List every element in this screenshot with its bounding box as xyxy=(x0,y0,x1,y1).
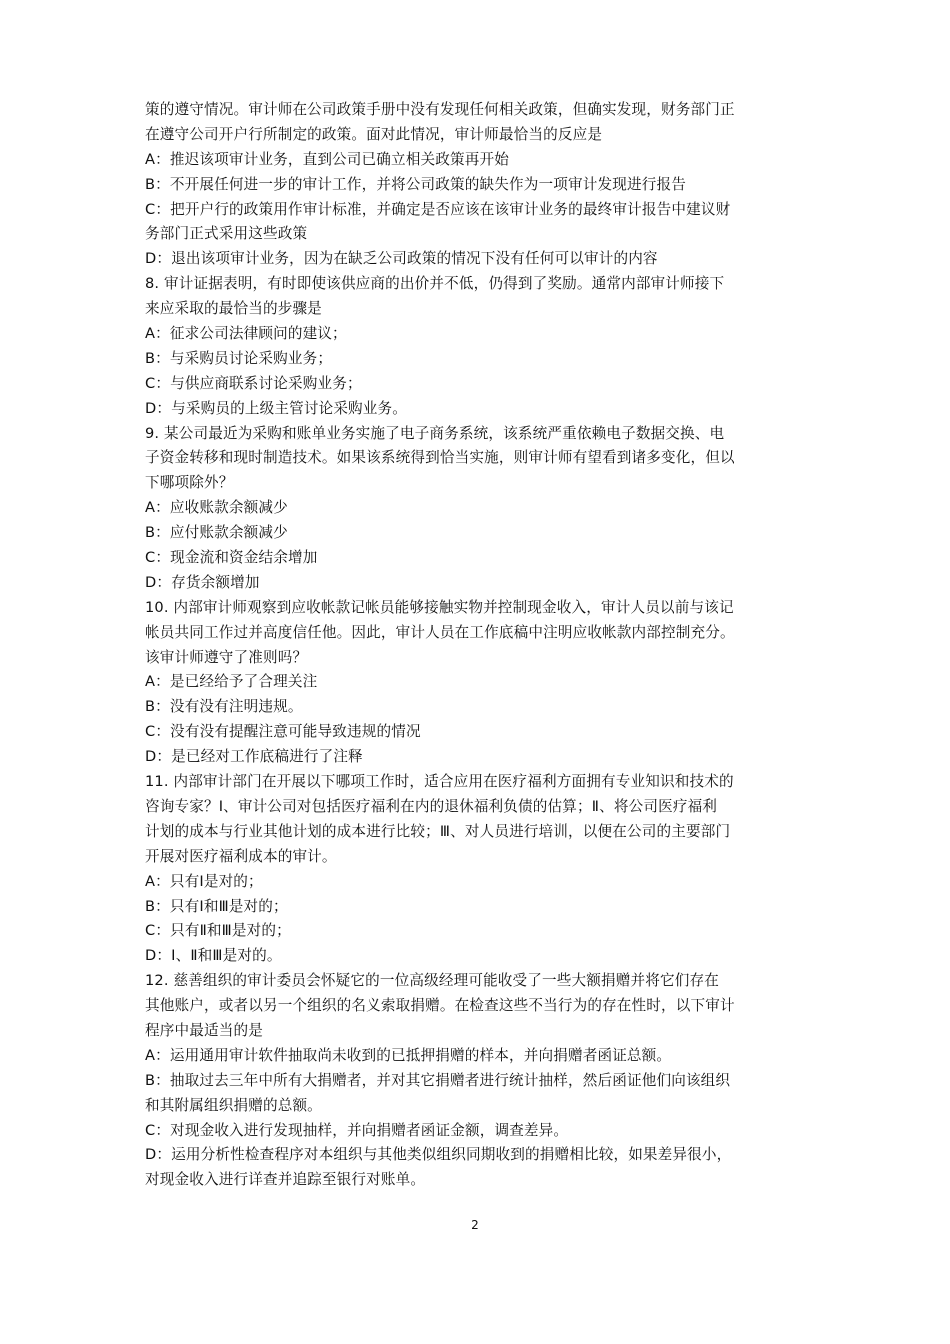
text-line: 来应采取的最恰当的步骤是 xyxy=(145,300,322,318)
text-line: 其他账户，或者以另一个组织的名义索取捐赠。在检查这些不当行为的存在性时，以下审计 xyxy=(145,997,735,1015)
text-line: 8. 审计证据表明，有时即使该供应商的出价并不低，仍得到了奖励。通常内部审计师接下 xyxy=(145,275,725,293)
text-line: 咨询专家？Ⅰ、审计公司对包括医疗福利在内的退休福利负债的估算；Ⅱ、将公司医疗福利 xyxy=(145,797,718,815)
text-line: B：没有没有注明违规。 xyxy=(145,698,303,716)
text-line: D：是已经对工作底稿进行了注释 xyxy=(145,748,363,766)
text-line: 子资金转移和现时制造技术。如果该系统得到恰当实施，则审计师有望看到诸多变化，但以 xyxy=(145,449,735,467)
text-line: D：退出该项审计业务，因为在缺乏公司政策的情况下没有任何可以审计的内容 xyxy=(145,250,658,268)
text-line: B：应付账款余额减少 xyxy=(145,524,288,542)
text-line: 9. 某公司最近为采购和账单业务实施了电子商务系统，该系统严重依赖电子数据交换、电 xyxy=(145,424,725,442)
text-line: 对现金收入进行详查并追踪至银行对账单。 xyxy=(145,1171,426,1189)
text-line: A：运用通用审计软件抽取尚未收到的已抵押捐赠的样本，并向捐赠者函证总额。 xyxy=(145,1046,672,1064)
text-line: 策的遵守情况。审计师在公司政策手册中没有发现任何相关政策，但确实发现，财务部门正 xyxy=(145,101,735,118)
text-line: 在遵守公司开户行所制定的政策。面对此情况，审计师最恰当的反应是 xyxy=(145,125,603,143)
text-line: B：与采购员讨论采购业务； xyxy=(145,349,333,367)
text-line: 开展对医疗福利成本的审计。 xyxy=(145,847,337,865)
text-line: A：推迟该项审计业务，直到公司已确立相关政策再开始 xyxy=(145,150,509,168)
text-line: A：是已经给予了合理关注 xyxy=(145,673,318,691)
text-line: 帐员共同工作过并高度信任他。因此，审计人员在工作底稿中注明应收帐款内部控制充分。 xyxy=(145,623,735,641)
text-line: A：应收账款余额减少 xyxy=(145,499,288,517)
text-line: A：只有Ⅰ是对的； xyxy=(145,872,263,890)
text-line: D：Ⅰ、Ⅱ和Ⅲ是对的。 xyxy=(145,947,282,965)
text-line: C：与供应商联系讨论采购业务； xyxy=(145,374,362,392)
text-line: 10. 内部审计师观察到应收帐款记帐员能够接触实物并控制现金收入，审计人员以前与该记 xyxy=(145,598,734,616)
text-line: 务部门正式采用这些政策 xyxy=(145,225,308,243)
text-line: 程序中最适当的是 xyxy=(145,1021,263,1039)
page-number: 2 xyxy=(471,1218,479,1232)
text-line: 11. 内部审计部门在开展以下哪项工作时，适合应用在医疗福利方面拥有专业知识和技术的 xyxy=(145,773,734,791)
text-line: D：存货余额增加 xyxy=(145,573,260,591)
text-line: C：对现金收入进行发现抽样，并向捐赠者函证金额，调查差异。 xyxy=(145,1121,569,1139)
text-line: C：只有Ⅱ和Ⅲ是对的； xyxy=(145,922,291,940)
text-line: D：与采购员的上级主管讨论采购业务。 xyxy=(145,399,408,417)
text-line: A：征求公司法律顾问的建议； xyxy=(145,325,347,343)
text-line: 和其附属组织捐赠的总额。 xyxy=(145,1096,322,1114)
text-line: 12. 慈善组织的审计委员会怀疑它的一位高级经理可能收受了一些大额捐赠并将它们存在 xyxy=(145,972,719,990)
text-line: 计划的成本与行业其他计划的成本进行比较；Ⅲ、对人员进行培训，以便在公司的主要部门 xyxy=(145,822,731,840)
page-body xyxy=(145,98,813,1193)
text-line: C：把开户行的政策用作审计标准，并确定是否应该在该审计业务的最终审计报告中建议财 xyxy=(145,200,731,218)
text-line: C：现金流和资金结余增加 xyxy=(145,549,318,567)
text-line: 该审计师遵守了准则吗？ xyxy=(145,648,308,666)
text-line: B：不开展任何进一步的审计工作，并将公司政策的缺失作为一项审计发现进行报告 xyxy=(145,175,686,193)
text-line: B：只有Ⅰ和Ⅲ是对的； xyxy=(145,897,288,915)
text-line: 下哪项除外？ xyxy=(145,474,234,492)
text-line: C：没有没有提醒注意可能导致违规的情况 xyxy=(145,723,421,741)
text-line: D：运用分析性检查程序对本组织与其他类似组织同期收到的捐赠相比较，如果差异很小， xyxy=(145,1146,732,1164)
text-line: B：抽取过去三年中所有大捐赠者，并对其它捐赠者进行统计抽样，然后函证他们向该组织 xyxy=(145,1071,731,1089)
